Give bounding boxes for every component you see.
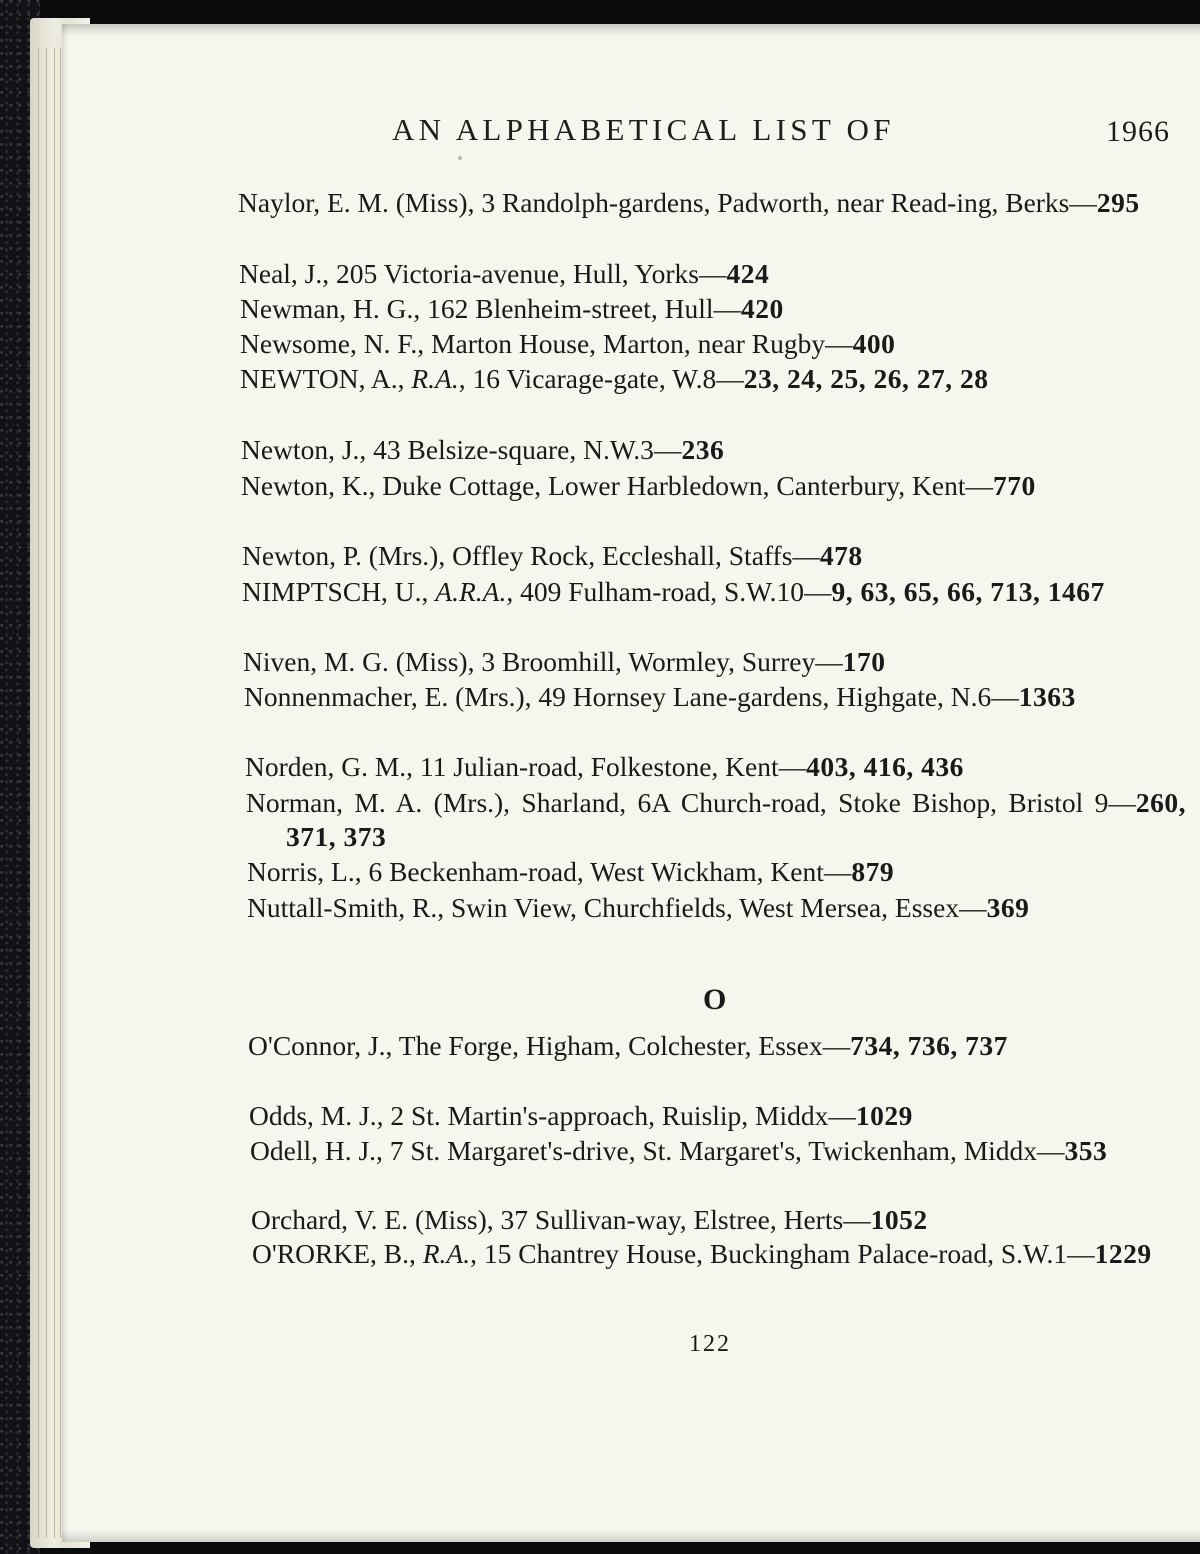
page-year: 1966 xyxy=(1106,115,1170,148)
page-edge-line xyxy=(46,48,47,1538)
entry-text: Orchard, V. E. (Miss), 37 Sullivan-way, Elstree, Herts xyxy=(251,1204,844,1235)
entry-text: Nuttall-Smith, R., Swin View, Churchfields, West Mersea, Essex xyxy=(247,892,960,923)
entry-norden: Norden, G. M., 11 Julian-road, Folkestone, Kent—403, 416, 436 xyxy=(245,751,964,782)
entry-numbers: 403, 416, 436 xyxy=(806,751,964,782)
entry-numbers: 23, 24, 25, 26, 27, 28 xyxy=(743,363,989,394)
page-bottom-shadow xyxy=(62,1530,1200,1542)
entry-numbers: 1229 xyxy=(1094,1238,1152,1269)
entry-text: Naylor, E. M. (Miss), 3 Randolph-gardens, Padworth, near Read-ing, Berks xyxy=(238,187,1070,218)
entry-nimptsch: NIMPTSCH, U., A.R.A., 409 Fulham-road, S.W.10—9, 63, 65, 66, 713, 1467 xyxy=(242,576,1105,607)
entry-numbers: 1052 xyxy=(870,1204,928,1235)
entry-text: O'RORKE, B., R.A., 15 Chantrey House, Buckingham Palace-road, S.W.1 xyxy=(252,1238,1068,1269)
entry-numbers: 1029 xyxy=(855,1100,913,1131)
entry-odell: Odell, H. J., 7 St. Margaret's-drive, St. Margaret's, Twickenham, Middx—353 xyxy=(250,1135,1108,1166)
entry-newsome: Newsome, N. F., Marton House, Marton, near Rugby—400 xyxy=(240,328,896,359)
entry-numbers: 734, 736, 737 xyxy=(850,1030,1008,1061)
entry-numbers: 400 xyxy=(852,328,896,359)
entry-text: Odell, H. J., 7 St. Margaret's-drive, St. Margaret's, Twickenham, Middx xyxy=(250,1135,1038,1166)
entry-numbers: 369 xyxy=(986,892,1030,923)
entry-oconnor: O'Connor, J., The Forge, Higham, Colchester, Essex—734, 736, 737 xyxy=(248,1030,1008,1061)
page-edge-line xyxy=(54,48,55,1538)
entry-text: Niven, M. G. (Miss), 3 Broomhill, Wormley, Surrey xyxy=(243,646,816,677)
entry-newton-a: NEWTON, A., R.A., 16 Vicarage-gate, W.8—23, 24, 25, 26, 27, 28 xyxy=(240,363,989,394)
entry-numbers: 478 xyxy=(819,540,863,571)
entry-text: Newton, P. (Mrs.), Offley Rock, Eccleshall, Staffs xyxy=(242,540,793,571)
entry-text: NEWTON, A., R.A., 16 Vicarage-gate, W.8 xyxy=(240,363,717,394)
entry-norman: Norman, M. A. (Mrs.), Sharland, 6A Church-road, Stoke Bishop, Bristol 9—260, 371, 373 xyxy=(246,787,1186,852)
entry-numbers: 260, 371, 373 xyxy=(286,787,1186,852)
honour-designation: A.R.A. xyxy=(435,576,507,607)
entry-newman: Newman, H. G., 162 Blenheim-street, Hull—420 xyxy=(240,293,784,324)
entry-numbers: 170 xyxy=(842,646,886,677)
entry-norris: Norris, L., 6 Beckenham-road, West Wickham, Kent—879 xyxy=(247,856,895,887)
entry-newton-j: Newton, J., 43 Belsize-square, N.W.3—236 xyxy=(241,434,725,465)
honour-designation: R.A. xyxy=(411,363,459,394)
entry-numbers: 295 xyxy=(1096,187,1140,218)
entry-numbers: 424 xyxy=(726,258,770,289)
page-top-shadow xyxy=(62,24,1200,36)
entry-niven: Niven, M. G. (Miss), 3 Broomhill, Wormley, Surrey—170 xyxy=(243,646,886,677)
entry-text: Norris, L., 6 Beckenham-road, West Wickham, Kent xyxy=(247,856,824,887)
entry-numbers: 420 xyxy=(741,293,784,324)
entry-text: Newsome, N. F., Marton House, Marton, near Rugby xyxy=(240,328,826,359)
page-number: 122 xyxy=(689,1331,731,1357)
entry-nuttall-smith: Nuttall-Smith, R., Swin View, Churchfields, West Mersea, Essex—369 xyxy=(247,892,1030,923)
entry-orchard: Orchard, V. E. (Miss), 37 Sullivan-way, Elstree, Herts—1052 xyxy=(251,1204,928,1235)
entry-naylor: Naylor, E. M. (Miss), 3 Randolph-gardens, Padworth, near Read-ing, Berks—295 xyxy=(238,187,1140,218)
entry-odds: Odds, M. J., 2 St. Martin's-approach, Ruislip, Middx—1029 xyxy=(249,1100,913,1131)
entry-numbers: 353 xyxy=(1064,1135,1108,1166)
entry-text: Neal, J., 205 Victoria-avenue, Hull, Yorks xyxy=(239,258,699,289)
entry-text: Newton, J., 43 Belsize-square, N.W.3 xyxy=(241,434,654,465)
entry-neal: Neal, J., 205 Victoria-avenue, Hull, Yorks—424 xyxy=(239,258,770,289)
entry-numbers: 770 xyxy=(992,470,1036,501)
honour-designation: R.A. xyxy=(422,1238,471,1269)
entry-numbers: 879 xyxy=(851,856,895,887)
entry-text: Odds, M. J., 2 St. Martin's-approach, Ruislip, Middx xyxy=(249,1100,829,1131)
entry-text: Norden, G. M., 11 Julian-road, Folkestone, Kent xyxy=(245,751,779,782)
entry-newton-p: Newton, P. (Mrs.), Offley Rock, Eccleshall, Staffs—478 xyxy=(242,540,863,571)
entry-text: NIMPTSCH, U., A.R.A., 409 Fulham-road, S.W.10 xyxy=(242,576,804,607)
entry-nonnenmacher: Nonnenmacher, E. (Mrs.), 49 Hornsey Lane-gardens, Highgate, N.6—1363 xyxy=(244,681,1076,712)
entry-newton-k: Newton, K., Duke Cottage, Lower Harbledown, Canterbury, Kent—770 xyxy=(241,470,1036,501)
entry-text: Norman, M. A. (Mrs.), Sharland, 6A Church-road, Stoke Bishop, Bristol 9 xyxy=(246,787,1109,818)
entry-text: Newman, H. G., 162 Blenheim-street, Hull xyxy=(240,293,714,324)
entry-numbers: 1363 xyxy=(1018,681,1076,712)
entry-numbers: 236 xyxy=(681,434,725,465)
section-letter-o: O xyxy=(703,983,727,1016)
entry-text: Nonnenmacher, E. (Mrs.), 49 Hornsey Lane-gardens, Highgate, N.6 xyxy=(244,681,992,712)
page-edge-line xyxy=(38,48,39,1538)
entry-numbers: 9, 63, 65, 66, 713, 1467 xyxy=(831,576,1105,607)
entry-text: Newton, K., Duke Cottage, Lower Harbledown, Canterbury, Kent xyxy=(241,470,966,501)
page-edge-line xyxy=(60,48,61,1538)
entry-ororke: O'RORKE, B., R.A., 15 Chantrey House, Buckingham Palace-road, S.W.1—1229 xyxy=(252,1238,1152,1269)
running-title: AN ALPHABETICAL LIST OF xyxy=(392,112,895,147)
entry-text: O'Connor, J., The Forge, Higham, Colchester, Essex xyxy=(248,1030,823,1061)
ink-speck xyxy=(458,156,462,160)
